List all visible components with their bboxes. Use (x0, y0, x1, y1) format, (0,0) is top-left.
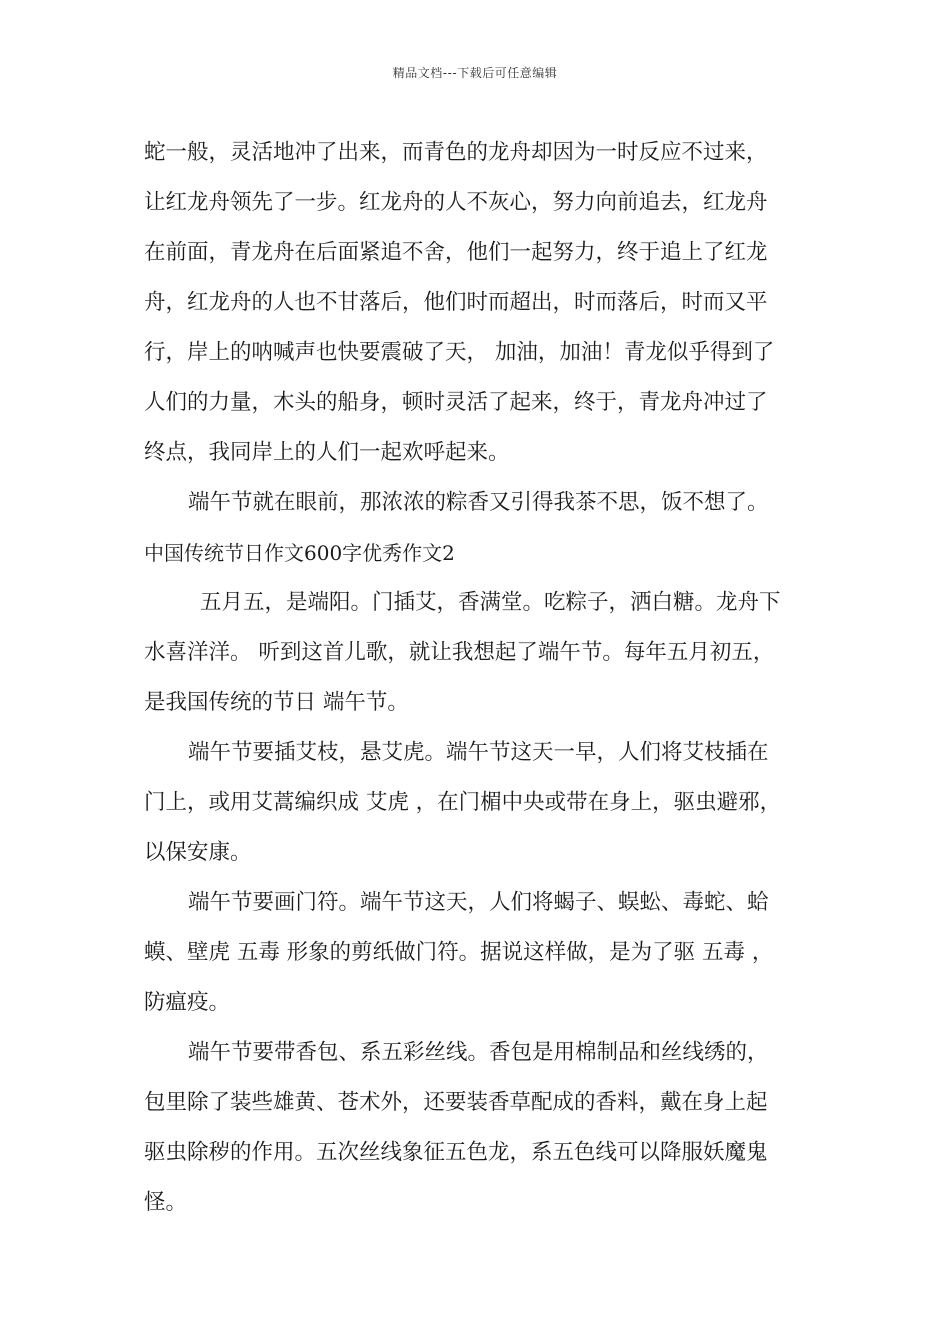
text-line: 舟，红龙舟的人也不甘落后，他们时而超出，时而落后，时而又平 (144, 290, 768, 315)
text-line: 驱虫除秽的作用。五次丝线象征五色龙，系五色线可以降服妖魔鬼 (144, 1140, 768, 1165)
text-line: 行，岸上的呐喊声也快要震破了天， 加油，加油！青龙似乎得到了 (144, 340, 775, 365)
text-line: 蟆、壁虎 五毒 形象的剪纸做门符。据说这样做，是为了驱 五毒 ， (144, 940, 774, 965)
text-line: 端午节要画门符。端午节这天，人们将蝎子、蜈蚣、毒蛇、蛤 (188, 890, 769, 915)
text-line: 水喜洋洋。 听到这首儿歌，就让我想起了端午节。每年五月初五， (144, 640, 775, 665)
text-line: 是我国传统的节日 端午节。 (144, 690, 409, 715)
document-body (144, 128, 814, 1228)
text-line: 端午节就在眼前，那浓浓的粽香又引得我茶不思，饭不想了。 (188, 490, 769, 515)
section-heading: 中国传统节日作文600字优秀作文2 (144, 541, 455, 565)
text-line: 以保安康。 (144, 840, 252, 865)
text-line: 人们的力量，木头的船身，顿时灵活了起来，终于，青龙舟冲过了 (144, 390, 768, 415)
text-line: 门上，或用艾蒿编织成 艾虎 ，在门楣中央或带在身上，驱虫避邪， (144, 790, 782, 815)
text-line: 让红龙舟领先了一步。红龙舟的人不灰心，努力向前追去，红龙舟 (144, 190, 768, 215)
text-line: 防瘟疫。 (144, 990, 231, 1015)
text-line: 包里除了装些雄黄、苍术外，还要装香草配成的香料，戴在身上起 (144, 1090, 768, 1115)
text-line: 终点，我同岸上的人们一起欢呼起来。 (144, 440, 510, 465)
text-line: 五月五，是端阳。门插艾，香满堂。吃粽子，洒白糖。龙舟下 (200, 590, 781, 615)
page-header: 精品文档---下载后可任意编辑 (392, 66, 558, 80)
text-line: 端午节要插艾枝，悬艾虎。端午节这天一早，人们将艾枝插在 (188, 740, 769, 765)
text-line: 在前面，青龙舟在后面紧追不舍，他们一起努力，终于追上了红龙 (144, 240, 768, 265)
text-line: 端午节要带香包、系五彩丝线。香包是用棉制品和丝线绣的， (188, 1040, 769, 1065)
text-line: 怪。 (144, 1190, 188, 1215)
text-line: 蛇一般，灵活地冲了出来，而青色的龙舟却因为一时反应不过来， (144, 140, 768, 165)
